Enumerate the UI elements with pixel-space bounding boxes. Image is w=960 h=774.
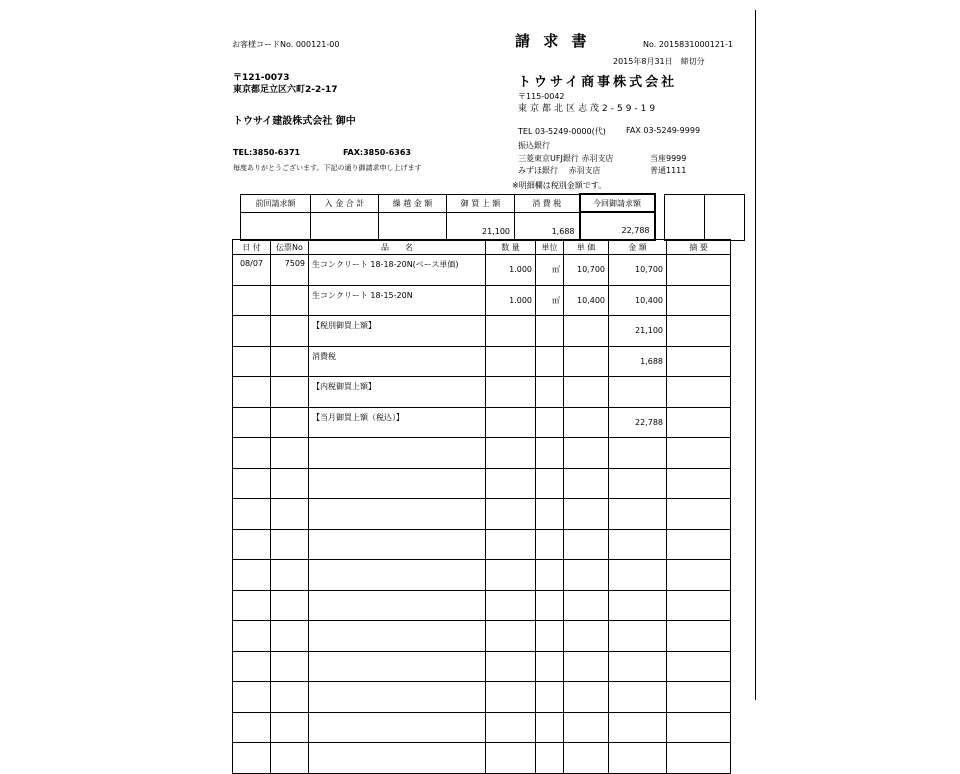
cell-amount	[609, 682, 667, 713]
cell-note	[667, 346, 731, 377]
cell-amount: 21,100	[609, 316, 667, 347]
cell-amount	[609, 621, 667, 652]
cell-qty	[486, 743, 536, 774]
summary-gap	[655, 194, 665, 240]
cell-slip	[271, 621, 309, 652]
col-header-date: 日 付	[233, 240, 271, 255]
table-row	[233, 468, 731, 499]
cell-date	[233, 346, 271, 377]
cell-note	[667, 682, 731, 713]
cell-unit	[536, 407, 564, 438]
cell-price	[564, 682, 609, 713]
cell-note	[667, 407, 731, 438]
cell-note	[667, 377, 731, 408]
cell-unit	[536, 560, 564, 591]
issuer-postal: 〒115-0042	[518, 92, 565, 101]
recipient-fax: FAX:3850-6363	[343, 148, 411, 157]
cell-qty	[486, 346, 536, 377]
invoice-number: No. 2015831000121-1	[643, 40, 733, 49]
cell-unit	[536, 743, 564, 774]
cell-slip	[271, 285, 309, 316]
summary-blank-box	[704, 194, 744, 240]
cell-qty	[486, 651, 536, 682]
cell-amount	[609, 438, 667, 469]
cell-qty	[486, 590, 536, 621]
bank2-name: みずほ銀行 赤羽支店	[518, 166, 601, 175]
issuer-fax: FAX 03-5249-9999	[626, 126, 701, 135]
cell-price	[564, 438, 609, 469]
cell-date	[233, 651, 271, 682]
invoice-date: 2015年8月31日 締切分	[613, 57, 705, 66]
cell-price	[564, 651, 609, 682]
summary-header: 御 買 上 額	[447, 194, 515, 212]
cell-note	[667, 651, 731, 682]
cell-slip	[271, 590, 309, 621]
table-row	[233, 743, 731, 774]
cell-price	[564, 377, 609, 408]
table-row	[233, 316, 731, 347]
cell-date	[233, 529, 271, 560]
table-row	[233, 560, 731, 591]
cell-date	[233, 682, 271, 713]
cell-slip: 7509	[271, 255, 309, 286]
cell-amount	[609, 468, 667, 499]
cell-note	[667, 560, 731, 591]
cell-unit: ㎥	[536, 285, 564, 316]
cell-amount: 1,688	[609, 346, 667, 377]
cell-item	[309, 468, 486, 499]
table-row	[233, 346, 731, 377]
cell-unit	[536, 377, 564, 408]
cell-item	[309, 621, 486, 652]
table-row	[233, 621, 731, 652]
bank1-name: 三菱東京UFJ銀行 赤羽支店	[518, 154, 614, 163]
col-header-amount: 金 額	[609, 240, 667, 255]
summary-value-total: 22,788	[580, 212, 655, 240]
cell-date	[233, 377, 271, 408]
cell-item	[309, 560, 486, 591]
cell-amount: 10,400	[609, 285, 667, 316]
cell-qty	[486, 377, 536, 408]
recipient-postal: 〒121-0073	[233, 73, 290, 83]
cell-price	[564, 743, 609, 774]
cell-date	[233, 438, 271, 469]
cell-note	[667, 438, 731, 469]
cell-date	[233, 285, 271, 316]
cell-amount	[609, 651, 667, 682]
cell-price	[564, 621, 609, 652]
issuer-address: 東京都北区志茂2-59-19	[518, 104, 659, 114]
cell-unit	[536, 438, 564, 469]
summary-value	[241, 212, 311, 240]
cell-unit	[536, 682, 564, 713]
summary-header-total: 今回御請求額	[580, 194, 655, 212]
cell-item: 消費税	[309, 346, 486, 377]
cell-slip	[271, 468, 309, 499]
col-header-note: 摘 要	[667, 240, 731, 255]
cell-note	[667, 255, 731, 286]
cell-qty: 1.000	[486, 255, 536, 286]
cell-date	[233, 499, 271, 530]
cell-item	[309, 651, 486, 682]
cell-slip	[271, 682, 309, 713]
cell-slip	[271, 316, 309, 347]
cell-note	[667, 285, 731, 316]
summary-blank-box	[664, 194, 704, 240]
cell-unit	[536, 529, 564, 560]
col-header-qty: 数 量	[486, 240, 536, 255]
cell-slip	[271, 346, 309, 377]
cell-date	[233, 743, 271, 774]
cell-qty	[486, 316, 536, 347]
cell-price	[564, 407, 609, 438]
cell-note	[667, 499, 731, 530]
cell-unit: ㎥	[536, 255, 564, 286]
customer-code: お客様コードNo. 000121-00	[232, 40, 340, 49]
document-title: 請 求 書	[515, 32, 591, 50]
cell-note	[667, 712, 731, 743]
cell-slip	[271, 712, 309, 743]
bank1-account: 当座9999	[650, 154, 687, 163]
cell-unit	[536, 712, 564, 743]
cell-slip	[271, 438, 309, 469]
col-header-price: 単 価	[564, 240, 609, 255]
cell-unit	[536, 590, 564, 621]
cell-price	[564, 499, 609, 530]
cell-item: 【内税御買上額】	[309, 377, 486, 408]
cell-price	[564, 590, 609, 621]
table-row	[233, 682, 731, 713]
page-edge-line	[755, 10, 756, 700]
cell-price: 10,400	[564, 285, 609, 316]
cell-price: 10,700	[564, 255, 609, 286]
cell-price	[564, 316, 609, 347]
cell-date	[233, 560, 271, 591]
cell-item: 【当月御買上額（税込）】	[309, 407, 486, 438]
table-row	[233, 285, 731, 316]
cell-item	[309, 712, 486, 743]
cell-date	[233, 316, 271, 347]
cell-date	[233, 590, 271, 621]
cell-price	[564, 468, 609, 499]
cell-date	[233, 468, 271, 499]
cell-item	[309, 499, 486, 530]
table-row	[233, 651, 731, 682]
detail-table	[232, 239, 731, 774]
table-row	[233, 255, 731, 286]
bank2-account: 普通1111	[650, 166, 687, 175]
cell-qty	[486, 407, 536, 438]
cell-unit	[536, 499, 564, 530]
cell-item	[309, 743, 486, 774]
cell-item: 生コンクリート 18-15-20N	[309, 285, 486, 316]
recipient-name: トウサイ建設株式会社 御中	[233, 116, 356, 127]
cell-note	[667, 316, 731, 347]
cell-amount: 22,788	[609, 407, 667, 438]
cell-qty	[486, 621, 536, 652]
cell-slip	[271, 529, 309, 560]
summary-value: 1,688	[515, 212, 580, 240]
summary-header: 消 費 税	[515, 194, 580, 212]
tax-note: ※明細欄は税別金額です。	[512, 181, 607, 190]
col-header-slip: 伝票No	[271, 240, 309, 255]
summary-value	[379, 212, 447, 240]
cell-slip	[271, 560, 309, 591]
col-header-item: 品 名	[309, 240, 486, 255]
cell-price	[564, 560, 609, 591]
cell-qty	[486, 682, 536, 713]
summary-value: 21,100	[447, 212, 515, 240]
cell-slip	[271, 407, 309, 438]
table-row	[233, 712, 731, 743]
cell-note	[667, 468, 731, 499]
cell-amount	[609, 560, 667, 591]
cell-qty	[486, 560, 536, 591]
cell-slip	[271, 377, 309, 408]
cell-unit	[536, 651, 564, 682]
cell-item: 【税別御買上額】	[309, 316, 486, 347]
table-row	[233, 590, 731, 621]
cell-qty	[486, 499, 536, 530]
summary-header: 前回請求額	[241, 194, 311, 212]
summary-header: 繰 越 金 額	[379, 194, 447, 212]
cell-amount	[609, 499, 667, 530]
cell-slip	[271, 651, 309, 682]
cell-unit	[536, 316, 564, 347]
cell-item	[309, 529, 486, 560]
cell-item: 生コンクリート 18-18-20N(ベース単価)	[309, 255, 486, 286]
cell-amount	[609, 590, 667, 621]
cell-date: 08/07	[233, 255, 271, 286]
cell-qty	[486, 468, 536, 499]
cell-slip	[271, 743, 309, 774]
summary-header: 入 金 合 計	[311, 194, 379, 212]
cell-qty	[486, 712, 536, 743]
summary-table	[240, 193, 745, 241]
summary-value	[311, 212, 379, 240]
table-row	[233, 438, 731, 469]
cell-qty	[486, 529, 536, 560]
table-row	[233, 529, 731, 560]
cell-note	[667, 590, 731, 621]
cell-date	[233, 621, 271, 652]
issuer-tel: TEL 03-5249-0000(代)	[518, 127, 606, 136]
table-row	[233, 407, 731, 438]
issuer-company: トウサイ商事株式会社	[518, 75, 678, 90]
table-row	[233, 377, 731, 408]
cell-amount	[609, 529, 667, 560]
cell-price	[564, 529, 609, 560]
cell-slip	[271, 499, 309, 530]
cell-qty	[486, 438, 536, 469]
cell-price	[564, 712, 609, 743]
cell-item	[309, 438, 486, 469]
cell-note	[667, 743, 731, 774]
col-header-unit: 単位	[536, 240, 564, 255]
cell-unit	[536, 346, 564, 377]
cell-date	[233, 407, 271, 438]
cell-price	[564, 346, 609, 377]
cell-amount	[609, 377, 667, 408]
cell-amount	[609, 712, 667, 743]
cell-qty: 1.000	[486, 285, 536, 316]
cell-unit	[536, 468, 564, 499]
cell-date	[233, 712, 271, 743]
greeting-message: 毎度ありがとうございます。下記の通り御請求申し上げます	[233, 164, 422, 172]
bank-label: 振込銀行	[518, 141, 550, 150]
table-row	[233, 499, 731, 530]
cell-note	[667, 529, 731, 560]
cell-amount	[609, 743, 667, 774]
cell-unit	[536, 621, 564, 652]
cell-item	[309, 590, 486, 621]
cell-item	[309, 682, 486, 713]
recipient-tel: TEL:3850-6371	[233, 148, 301, 157]
recipient-address: 東京都足立区六町2-2-17	[233, 85, 338, 95]
cell-note	[667, 621, 731, 652]
cell-amount: 10,700	[609, 255, 667, 286]
